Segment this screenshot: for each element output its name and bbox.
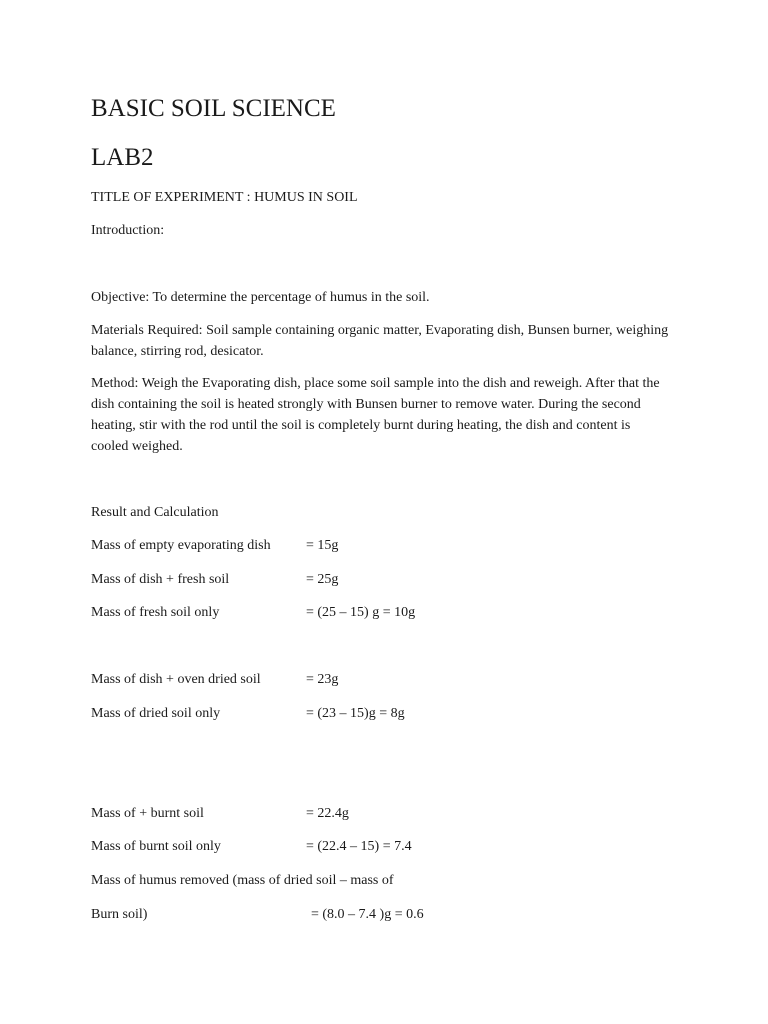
calc-value: = (22.4 – 15) = 7.4 (306, 839, 412, 854)
calc-label: Burn soil) (91, 907, 148, 922)
objective-text: Objective: To determine the percentage of humus in the soil. (91, 290, 430, 305)
introduction-label: Introduction: (91, 223, 165, 238)
calc-label: Mass of humus removed (mass of dried soil – mass of (91, 873, 394, 888)
calc-label: Mass of dish + fresh soil (91, 572, 230, 587)
calc-value: = (8.0 – 7.4 )g = 0.6 (311, 907, 424, 922)
course-title: BASIC SOIL SCIENCE (91, 95, 336, 122)
results-heading: Result and Calculation (91, 505, 219, 520)
calc-label: Mass of dish + oven dried soil (91, 672, 261, 687)
calc-label: Mass of fresh soil only (91, 605, 220, 620)
calc-label: Mass of empty evaporating dish (91, 538, 271, 553)
calc-value: = 23g (306, 672, 339, 687)
calc-value: = 15g (306, 538, 339, 553)
calc-label: Mass of dried soil only (91, 706, 221, 721)
calc-label: Mass of + burnt soil (91, 806, 204, 821)
calc-value: = (25 – 15) g = 10g (306, 605, 416, 620)
method-text: Method: Weigh the Evaporating dish, place some soil sample into the dish and reweigh. After that the dish containing the soil is heated strongly with Bunsen burner to remove water. During the second heating, stir with the rod until the soil is completely burnt during heating, the dish and content is cooled weighed. (91, 376, 660, 454)
experiment-title: TITLE OF EXPERIMENT : HUMUS IN SOIL (91, 190, 358, 205)
materials-text: Materials Required: Soil sample containing organic matter, Evaporating dish, Bunsen burner, weighing balance, stirring rod, desicator. (91, 323, 669, 359)
calc-value: = 25g (306, 572, 339, 587)
calc-label: Mass of burnt soil only (91, 839, 221, 854)
calc-value: = (23 – 15)g = 8g (306, 706, 405, 721)
lab-title: LAB2 (91, 144, 154, 171)
calc-value: = 22.4g (306, 806, 349, 821)
